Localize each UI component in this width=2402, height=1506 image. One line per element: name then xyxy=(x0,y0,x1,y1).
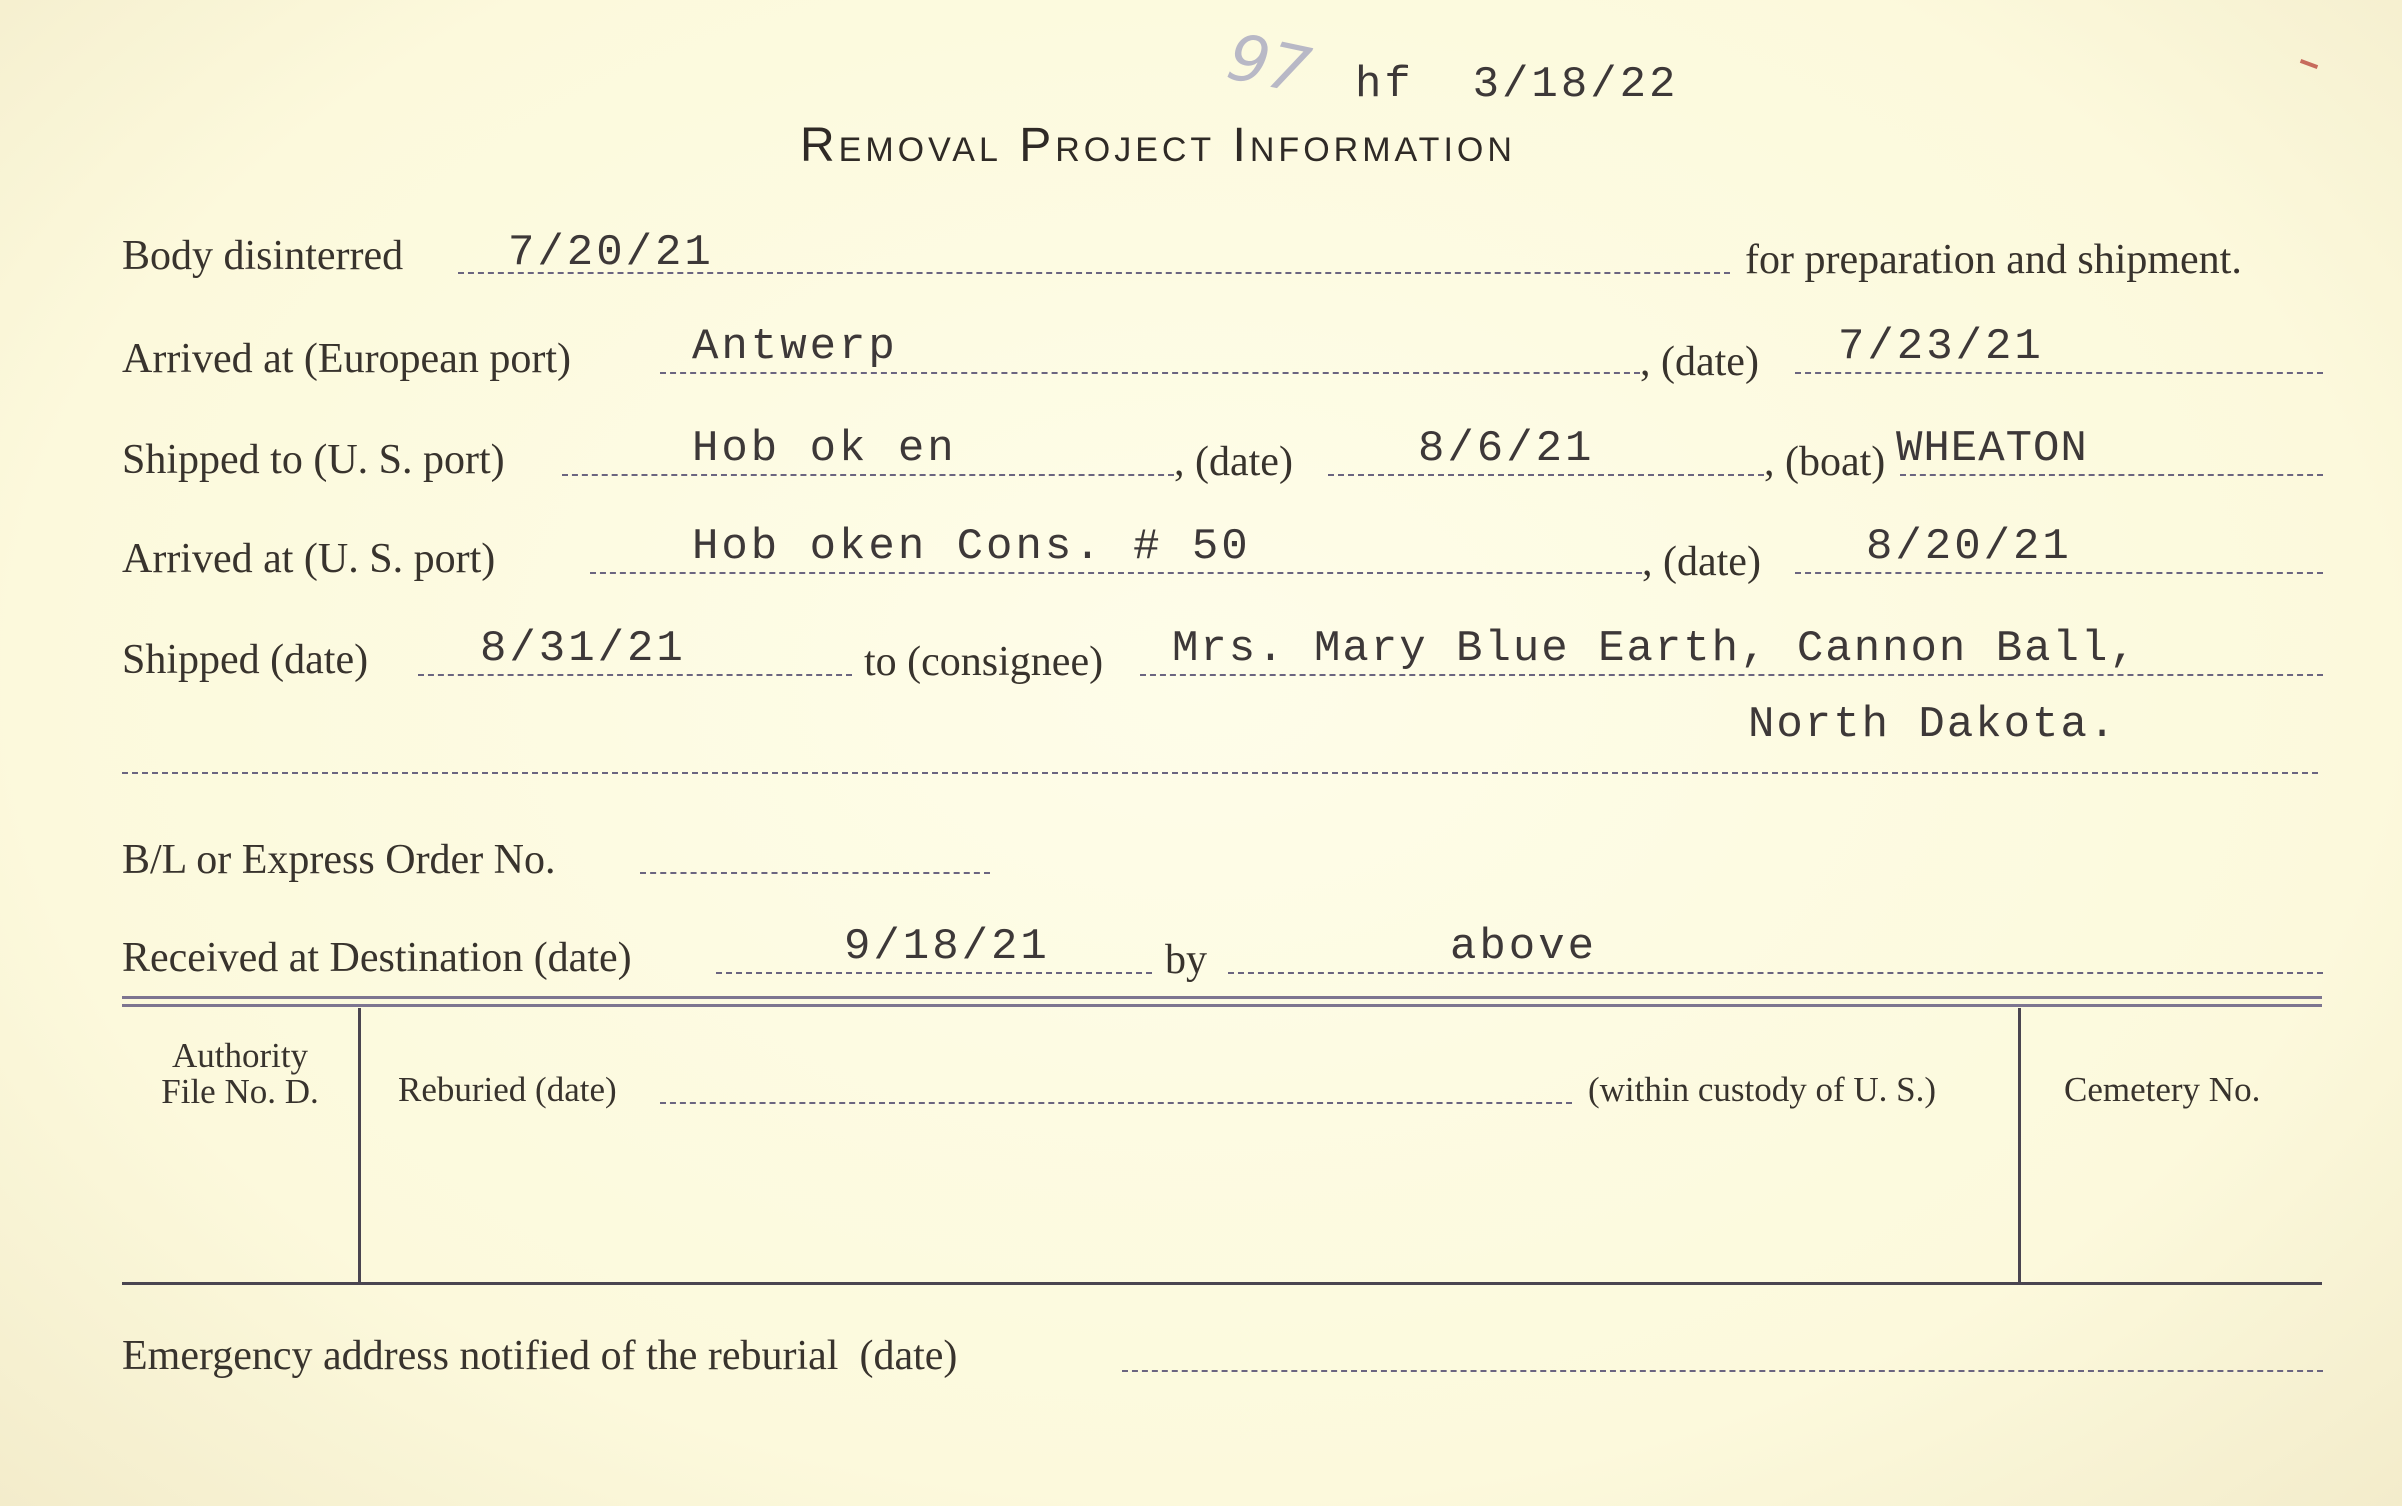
table-top-rule-2 xyxy=(122,1004,2322,1007)
disinterred-date[interactable]: 7/20/21 xyxy=(508,228,714,278)
arrived-us-date-line xyxy=(1795,572,2323,574)
arrived-europe-line xyxy=(660,372,1640,374)
arrived-us-port[interactable]: Hob oken Cons. # 50 xyxy=(692,522,1251,572)
shipped-us-line xyxy=(562,474,1174,476)
bl-order-line xyxy=(640,872,990,874)
disinterred-label: Body disinterred xyxy=(122,233,404,279)
bl-order-label: B/L or Express Order No. xyxy=(122,837,556,883)
emergency-label: Emergency address notified of the reburial (date) xyxy=(122,1333,958,1379)
consignee-line2[interactable]: North Dakota. xyxy=(1748,700,2118,750)
pencil-note: 97 xyxy=(1221,20,1317,110)
arrived-europe-port[interactable]: Antwerp xyxy=(692,322,898,372)
table-top-rule-1 xyxy=(122,996,2322,999)
received-label: Received at Destination (date) xyxy=(122,935,632,981)
shipped-us-port[interactable]: Hob ok en xyxy=(692,424,957,474)
arrived-europe-date[interactable]: 7/23/21 xyxy=(1838,322,2044,372)
consignee-label: to (consignee) xyxy=(864,639,1104,685)
table-divider-right xyxy=(2018,1008,2021,1282)
received-by[interactable]: above xyxy=(1450,922,1598,972)
shipped-us-boat[interactable]: WHEATON xyxy=(1896,424,2088,474)
table-bottom-rule xyxy=(122,1282,2322,1285)
page-title: Removal Project Information xyxy=(800,119,1516,172)
consignee-continuation-line xyxy=(122,772,2318,774)
typed-header-note: hf 3/18/22 xyxy=(1355,60,1679,110)
consignee-line1[interactable]: Mrs. Mary Blue Earth, Cannon Ball, xyxy=(1172,624,2138,674)
disinterred-suffix: for preparation and shipment. xyxy=(1745,237,2242,283)
shipped-us-label: Shipped to (U. S. port) xyxy=(122,437,505,483)
emergency-line xyxy=(1122,1370,2323,1372)
consignee-line xyxy=(1140,674,2323,676)
authority-label-line1: Authority xyxy=(171,1036,309,1075)
received-by-label: by xyxy=(1165,937,1207,983)
reburied-label: Reburied (date) xyxy=(398,1070,617,1109)
received-date[interactable]: 9/18/21 xyxy=(844,922,1050,972)
shipped-date[interactable]: 8/31/21 xyxy=(480,624,686,674)
shipped-us-boat-label: , (boat) xyxy=(1764,439,1886,485)
arrived-us-date-label: , (date) xyxy=(1642,539,1761,585)
received-date-line xyxy=(716,972,1152,974)
shipped-date-line xyxy=(418,674,852,676)
shipped-us-boat-line xyxy=(1900,474,2323,476)
arrived-us-line xyxy=(590,572,1642,574)
arrived-europe-label: Arrived at (European port) xyxy=(122,336,571,382)
custody-label: (within custody of U. S.) xyxy=(1588,1070,1937,1109)
received-by-line xyxy=(1228,972,2323,974)
reburied-line xyxy=(660,1102,1572,1104)
shipped-date-label: Shipped (date) xyxy=(122,637,369,683)
authority-label-line2: File No. D. xyxy=(161,1072,319,1111)
cemetery-label: Cemetery No. xyxy=(2064,1070,2261,1109)
arrived-us-label: Arrived at (U. S. port) xyxy=(122,536,496,582)
shipped-us-date[interactable]: 8/6/21 xyxy=(1418,424,1595,474)
arrived-us-date[interactable]: 8/20/21 xyxy=(1866,522,2072,572)
shipped-us-date-line xyxy=(1328,474,1764,476)
red-mark xyxy=(2300,59,2318,69)
table-divider-left xyxy=(358,1008,361,1282)
arrived-europe-date-label: , (date) xyxy=(1640,339,1759,385)
shipped-us-date-label: , (date) xyxy=(1174,439,1293,485)
arrived-europe-date-line xyxy=(1795,372,2323,374)
